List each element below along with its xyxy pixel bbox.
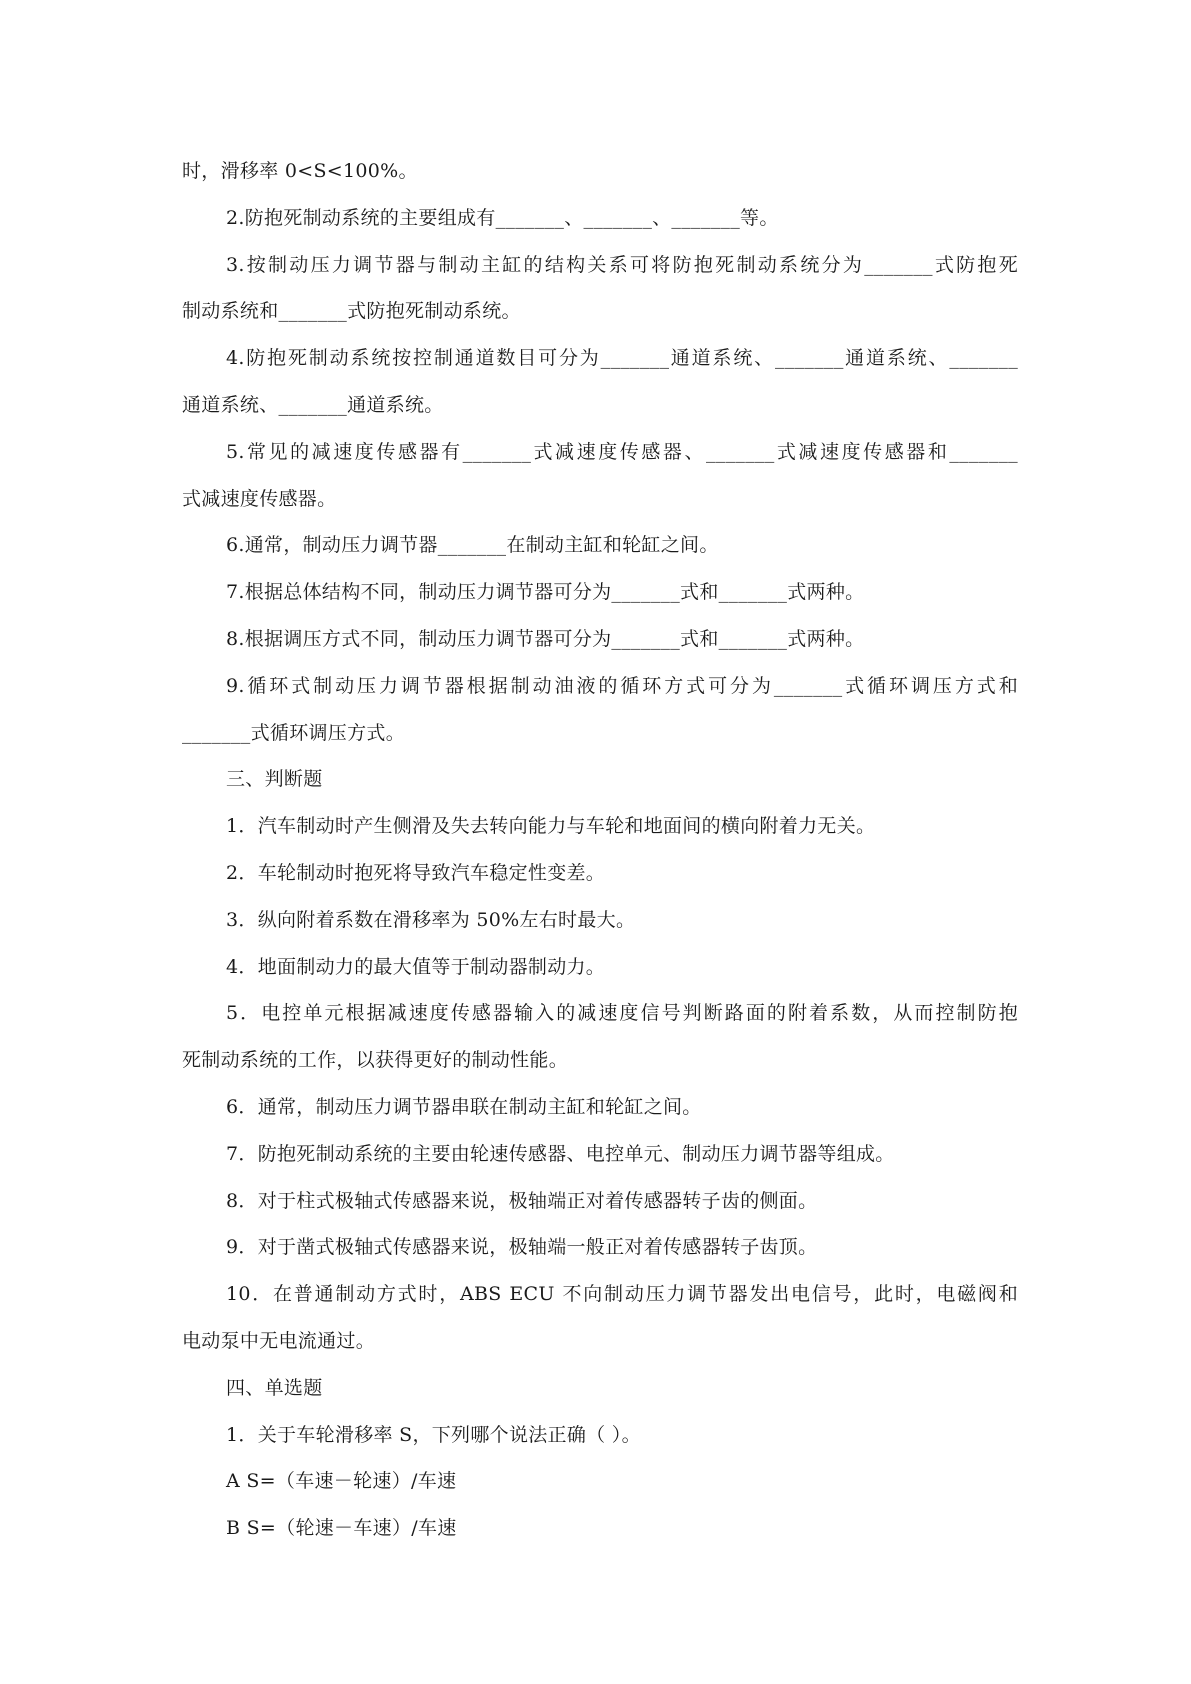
text-line: 1．汽车制动时产生侧滑及失去转向能力与车轮和地面间的横向附着力无关。 — [226, 815, 876, 838]
text-line: 3.按制动压力调节器与制动主缸的结构关系可将防抱死制动系统分为_______式防抱死 — [226, 253, 1018, 276]
text-line: 时，滑移率 0<S<100%。 — [182, 160, 418, 182]
text-line: 5．电控单元根据减速度传感器输入的减速度信号判断路面的附着系数，从而控制防抱 — [226, 1002, 1018, 1025]
text-line: 制动系统和_______式防抱死制动系统。 — [182, 300, 521, 323]
section-heading: 四、单选题 — [226, 1376, 323, 1399]
text-line: 2.防抱死制动系统的主要组成有_______、_______、_______等。 — [226, 206, 779, 229]
text-line: 4.防抱死制动系统按控制通道数目可分为_______通道系统、_______通道系统、_______ — [226, 347, 1018, 370]
text-line: 5.常见的减速度传感器有_______式减速度传感器、_______式减速度传感器和_______ — [226, 440, 1018, 463]
text-line: 10．在普通制动方式时，ABS ECU 不向制动压力调节器发出电信号，此时，电磁阀和 — [226, 1283, 1018, 1306]
text-line: 9.循环式制动压力调节器根据制动油液的循环方式可分为_______式循环调压方式和 — [226, 674, 1018, 697]
text-line: 2．车轮制动时抱死将导致汽车稳定性变差。 — [226, 861, 606, 884]
option-line: A S=（车速－轮速）/车速 — [226, 1470, 457, 1493]
text-line: 通道系统、_______通道系统。 — [182, 393, 444, 416]
text-line: 1．关于车轮滑移率 S，下列哪个说法正确（ ）。 — [226, 1423, 641, 1446]
text-line: 电动泵中无电流通过。 — [182, 1329, 376, 1352]
document-body — [182, 148, 1018, 1552]
text-line: 8．对于柱式极轴式传感器来说，极轴端正对着传感器转子齿的侧面。 — [226, 1189, 818, 1212]
text-line: 7.根据总体结构不同，制动压力调节器可分为_______式和_______式两种。 — [226, 581, 865, 604]
section-heading: 三、判断题 — [226, 768, 323, 791]
option-line: B S=（轮速－车速）/车速 — [226, 1517, 457, 1540]
text-line: 9．对于凿式极轴式传感器来说，极轴端一般正对着传感器转子齿顶。 — [226, 1236, 818, 1259]
text-line: 8.根据调压方式不同，制动压力调节器可分为_______式和_______式两种。 — [226, 627, 865, 650]
text-line: 6.通常，制动压力调节器_______在制动主缸和轮缸之间。 — [226, 534, 719, 557]
text-line: 4．地面制动力的最大值等于制动器制动力。 — [226, 955, 606, 978]
text-line: 3．纵向附着系数在滑移率为 50%左右时最大。 — [226, 908, 636, 931]
text-line: 6．通常，制动压力调节器串联在制动主缸和轮缸之间。 — [226, 1095, 702, 1118]
text-line: 式减速度传感器。 — [182, 487, 337, 510]
text-line: 7．防抱死制动系统的主要由轮速传感器、电控单元、制动压力调节器等组成。 — [226, 1142, 895, 1165]
text-line: _______式循环调压方式。 — [182, 721, 406, 744]
text-line: 死制动系统的工作，以获得更好的制动性能。 — [182, 1049, 569, 1072]
